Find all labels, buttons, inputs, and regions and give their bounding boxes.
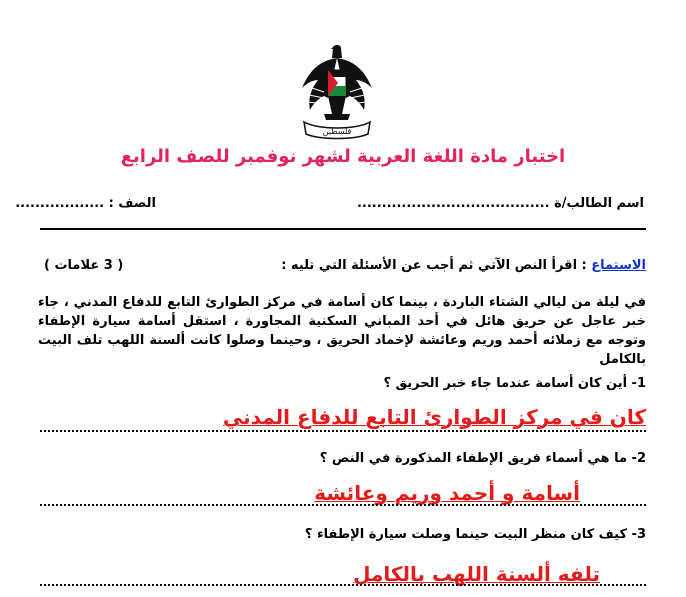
class-field: الصف : .................. bbox=[15, 196, 156, 211]
reading-passage: في ليلة من ليالي الشتاء الباردة ، بينما كان أسامة في مركز الطوارئ التابع للدفاع المدني ، جاء خبر عاجل عن حريق هائل في أحد المباني السكنية المجاورة ، استقل أسامة سيارة الإطفاء وتوجه مع زملائه أحمد وريم وعائشة لإخماد الحريق ، وحينما وصلوا كانت ألسنة اللهب تلف البيت بالكامل bbox=[38, 295, 646, 367]
emblem-banner-text: فلسطين bbox=[322, 127, 352, 136]
student-name-field: اسم الطالب/ة ....................................... bbox=[356, 196, 644, 211]
answer-line-2 bbox=[40, 504, 646, 506]
answer-2: أسامة و أحمد وريم وعائشة bbox=[314, 481, 580, 505]
section-instruction: : اقرأ النص الآتي ثم أجب عن الأسئلة التي تليه : bbox=[281, 258, 592, 273]
question-2: 2- ما هي أسماء فريق الإطفاء المذكورة في النص ؟ bbox=[319, 451, 646, 466]
header-divider bbox=[40, 228, 646, 230]
answer-1: كان في مركز الطوارئ التابع للدفاع المدني bbox=[222, 405, 646, 429]
section-header bbox=[281, 258, 646, 273]
answer-line-3 bbox=[40, 584, 646, 586]
question-1: 1- أين كان أسامة عندما جاء خبر الحريق ؟ bbox=[383, 376, 646, 391]
page-title: اختبار مادة اللغة العربية لشهر نوفمبر للصف الرابع bbox=[120, 146, 566, 167]
palestine-emblem bbox=[298, 40, 376, 140]
answer-line-1 bbox=[40, 430, 646, 432]
section-label: الاستماع bbox=[591, 258, 646, 273]
answer-3: تلفه ألسنة اللهب بالكامل bbox=[353, 562, 600, 586]
question-3: 3- كيف كان منظر البيت حينما وصلت سيارة الإطفاء ؟ bbox=[304, 527, 646, 542]
marks-badge: ( 3 علامات ) bbox=[44, 258, 124, 273]
